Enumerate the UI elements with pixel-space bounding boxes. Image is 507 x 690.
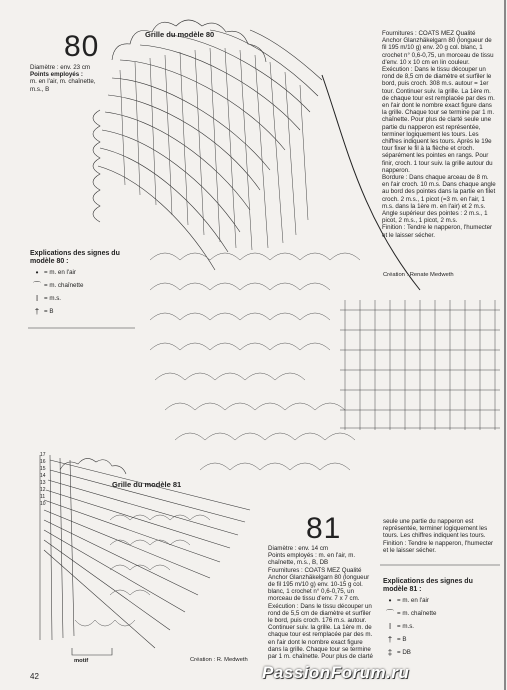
legend-81-item: ‡ = DB — [383, 646, 493, 659]
model-80-instructions — [382, 30, 496, 239]
motif-label: motif — [74, 658, 89, 664]
model-81-row-numbers: 17 16 15 14 13 12 11 10 — [40, 452, 46, 507]
model-81-number: 81 — [306, 512, 342, 545]
legend-80-item: • = m. en l'air — [30, 266, 138, 279]
legend-80-item: † = B — [30, 305, 138, 318]
page-number: 42 — [30, 672, 39, 681]
model-80-border: Bordure : Dans chaque arceau de 8 m. en l'air croch. 10 m.s. Dans chaque angle au bord des pointes dans la partie en filet croch. 2 m.s., 1 picot (=3 m. en l'air, 1 m.s. dans la 1ère m. en l'air) et 2 m.s. Angle supérieur des pointes : 2 m.s., 1 picot, 2 m.s., 1 picot, 2 m.s. — [382, 174, 496, 225]
model-81-execution: Exécution : Dans le tissu découper un rond de 5,5 cm de diamètre et surfiler le bord, puis croch. 176 m.s. autour. Continuer suiv. la grille. La 1ère m. de chaque tour est remplacée par des m. en l'air dont le nombre exact figure dans la grille. Chaque tour se termine par 1 m. chaînette. Pour plus de clarté — [268, 602, 373, 661]
model-80-number: 80 — [64, 30, 100, 63]
model-80-points: m. en l'air, m. chaînette, m.s., B — [30, 78, 96, 93]
chain-symbol-icon: • — [35, 268, 39, 277]
model-81-finish: Finition : Tendre le napperon, l'humecter et le laisser sécher. — [383, 539, 494, 554]
legend-81-title: Explications des signes du modèle 81 : — [383, 578, 473, 593]
model-80-points-label: Points employés : — [30, 71, 83, 79]
legend-81-item: † = B — [383, 633, 493, 646]
legend-81-item: ǀ = m.s. — [383, 620, 493, 633]
model-81-diameter: Diamètre : env. 14 cm — [268, 545, 329, 552]
chart-80-net — [150, 253, 360, 470]
single-crochet-symbol-icon: ǀ — [35, 294, 39, 303]
model-81-credit: Création : R. Medweth — [190, 657, 248, 663]
model-81-instructions — [268, 545, 374, 660]
motif-bracket — [72, 648, 112, 655]
model-81-continued: seule une partie du napperon est représentée, terminer logiquement les tours. Les chiffres indiquent les tours. — [383, 518, 488, 540]
chart-81-net — [75, 515, 210, 626]
grid-81-title: Grille du modèle 81 — [112, 480, 182, 489]
chart-80-hatching — [120, 48, 308, 250]
treble-symbol-icon: † — [387, 635, 393, 644]
single-crochet-symbol-icon: ǀ — [388, 622, 392, 631]
chart-80-filet — [340, 300, 500, 430]
double-treble-symbol-icon: ‡ — [387, 648, 393, 657]
watermark-logo: PassionForum.ru — [262, 663, 410, 682]
treble-symbol-icon: † — [34, 307, 40, 316]
model-80-execution: Exécution : Dans le tissu découper un rond de 8,5 cm de diamètre et surfiler le bord, puis croch. 308 m.s. autour = 1er tour. Continuer suiv. la grille. La 1ère m. de chaque tour est remplacée par des m. en l'air dont le nombre exact figure dans la grille. Chaque tour se termine par 1 m. chaînette. Pour plus de clarté seule une partie du napperon est représentée, terminer logiquement les tours. Les chiffres indiquent les tours. Après le 19e tour fixer le fil à la flèche et croch. séparément les pointes en rangs. Pour finir, croch. 1 tour suiv. la grille autour du napperon. — [382, 66, 495, 174]
slip-stitch-symbol-icon: ⌒ — [33, 281, 41, 290]
legend-80 — [30, 250, 138, 318]
model-80-credit: Création : Renate Medweth — [383, 272, 454, 278]
model-80-supplies: Fournitures : COATS MEZ Qualité Anchor Glanzhäkelgarn 80 (longueur de fil 195 m/10 g) env. 20 g col. blanc, 1 crochet n° 0,6-0,75, un morceau de tissu d'env. 10 x 10 cm en lin couleur. — [382, 30, 494, 66]
model-80-finish: Finition : Tendre le napperon, l'humecter et le laisser sécher. — [382, 224, 493, 239]
model-81-points: Points employés : m. en l'air, m. chaînette, m.s., B, DB — [268, 552, 356, 567]
chain-symbol-icon: • — [388, 596, 392, 605]
grid-80-title: Grille du modèle 80 — [145, 30, 215, 39]
slip-stitch-symbol-icon: ⌒ — [386, 609, 394, 618]
model-80-diameter: Diamètre : env. 23 cm — [30, 64, 91, 71]
legend-80-title: Explications des signes du modèle 80 : — [30, 250, 120, 265]
legend-81-item: • = m. en l'air — [383, 594, 493, 607]
model-81-supplies: Fournitures : COATS MEZ Qualité Anchor Glanzhäkelgarn 80 (longueur de fil 195 m/10 g) env. 10-15 g col. blanc, 1 crochet n° 0,6-0,75, un morceau de tissu d'env. 7 x 7 cm. — [268, 566, 370, 603]
legend-80-item: ⌒ = m. chaînette — [30, 279, 138, 292]
legend-81-item: ⌒ = m. chaînette — [383, 607, 493, 620]
model-80-info — [30, 64, 110, 93]
chart-80-columns — [98, 30, 322, 270]
model-81-instructions-cont — [383, 518, 497, 554]
legend-80-item: ǀ = m.s. — [30, 292, 138, 305]
legend-81 — [383, 578, 493, 659]
